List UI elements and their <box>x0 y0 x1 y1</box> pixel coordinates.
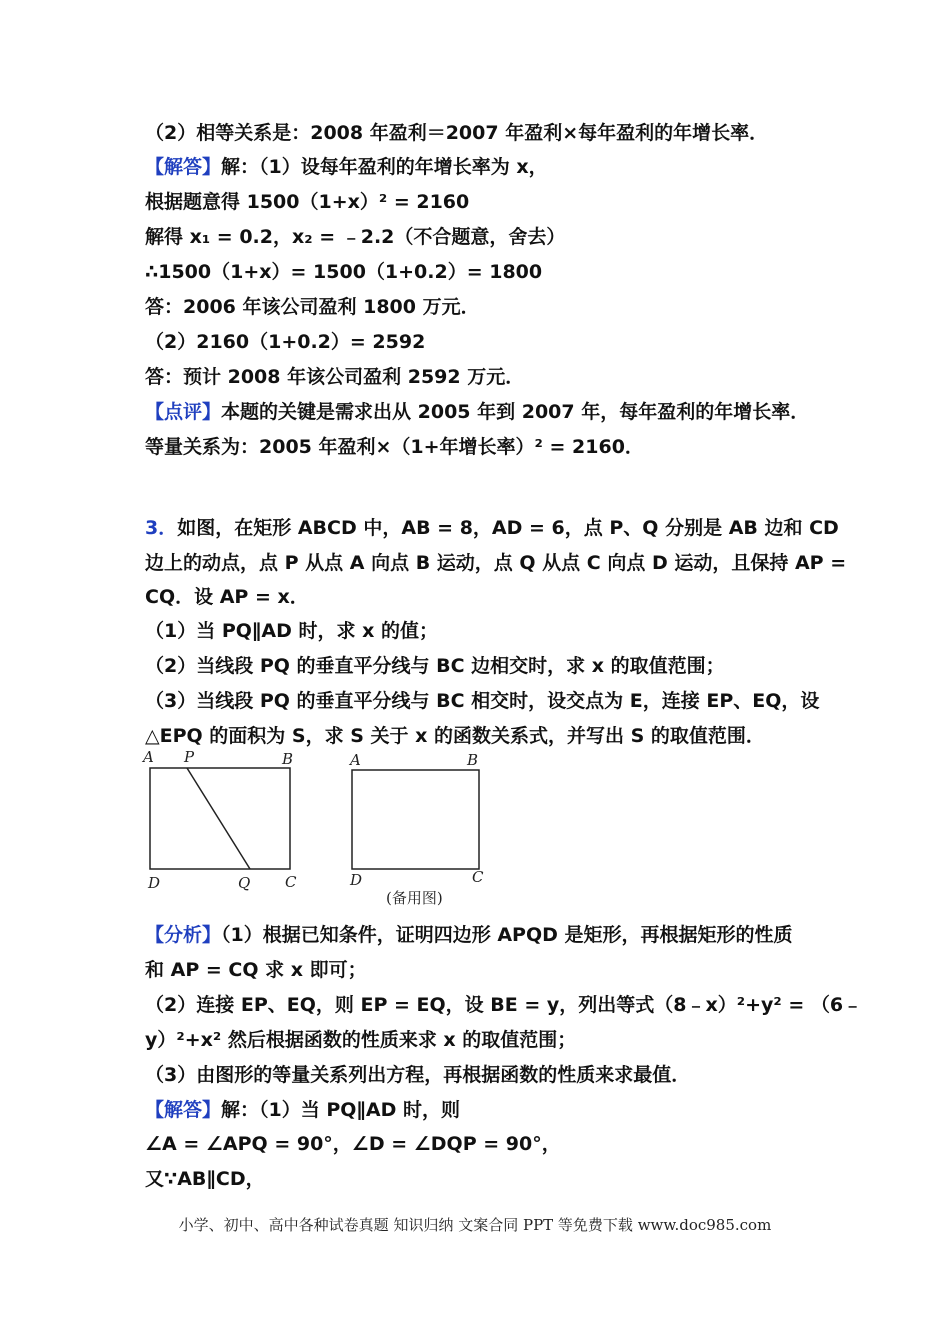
text-line <box>145 434 644 460</box>
text-line <box>145 1027 576 1053</box>
label-q: Q <box>238 874 251 892</box>
text-line <box>145 224 565 250</box>
text-line <box>145 154 548 180</box>
text-line <box>145 1097 460 1123</box>
line-text: 和 AP = CQ 求 x 即可； <box>145 959 367 981</box>
label-a: A <box>143 748 154 766</box>
figure-rectangle-pq <box>140 748 310 898</box>
text-line <box>145 329 425 355</box>
line-text: 答：预计 2008 年该公司盈利 2592 万元． <box>145 366 525 388</box>
line-text: 解：（1）当 PQ∥AD 时，则 <box>221 1099 461 1121</box>
line-text: 解：（1）设每年盈利的年增长率为 x， <box>221 156 548 178</box>
text-line <box>145 550 846 576</box>
text-line <box>145 618 438 644</box>
label-d: D <box>350 871 363 889</box>
label-p: P <box>184 748 195 766</box>
line-text: 如图，在矩形 ABCD 中，AB = 8，AD = 6，点 P、Q 分别是 AB 边和 CD <box>177 517 839 539</box>
text-line <box>145 584 309 610</box>
text-line <box>145 653 725 679</box>
text-line <box>145 399 809 425</box>
question-number: 3． <box>145 517 178 539</box>
figure-spare-rectangle <box>342 748 502 913</box>
line-text: （3）当线段 PQ 的垂直平分线与 BC 相交时，设交点为 E，连接 EP、EQ，设 <box>145 690 820 712</box>
text-line <box>145 259 542 285</box>
label-b: B <box>467 751 479 769</box>
label-b: B <box>282 750 294 768</box>
label-a: A <box>350 751 361 769</box>
text-line <box>145 1131 561 1157</box>
section-tag: 【点评】 <box>145 401 222 423</box>
label-d: D <box>148 874 161 892</box>
text-line <box>145 1062 690 1088</box>
line-text: CQ．设 AP = x． <box>145 586 309 608</box>
text-line <box>145 922 793 948</box>
text-line <box>145 515 839 541</box>
text-line <box>145 189 469 215</box>
section-tag: 【解答】 <box>145 156 222 178</box>
line-text: （2）相等关系是：2008 年盈利＝2007 年盈利×每年盈利的年增长率． <box>145 122 769 144</box>
line-text: ∠A = ∠APQ = 90°，∠D = ∠DQP = 90°， <box>145 1133 561 1155</box>
line-text: 等量关系为：2005 年盈利×（1+年增长率）² = 2160． <box>145 436 644 458</box>
line-text: 本题的关键是需求出从 2005 年到 2007 年，每年盈利的年增长率． <box>221 401 810 423</box>
line-text: （2）当线段 PQ 的垂直平分线与 BC 边相交时，求 x 的取值范围； <box>145 655 725 677</box>
line-text: 边上的动点，点 P 从点 A 向点 B 运动，点 Q 从点 C 向点 D 运动，且保持 AP = <box>145 552 847 574</box>
text-line <box>145 723 765 749</box>
line-text: ∴1500（1+x）= 1500（1+0.2）= 1800 <box>145 261 543 283</box>
text-line <box>145 120 768 146</box>
line-text: 又∵AB∥CD， <box>145 1168 265 1190</box>
text-line <box>145 364 524 390</box>
figure-caption: (备用图) <box>386 889 443 907</box>
line-text: （1）根据已知条件，证明四边形 APQD 是矩形，再根据矩形的性质 <box>221 924 793 946</box>
label-c: C <box>472 868 484 886</box>
section-tag: 【解答】 <box>145 1099 222 1121</box>
line-text: （1）当 PQ∥AD 时，求 x 的值； <box>145 620 438 642</box>
line-text: 解得 x₁ = 0.2，x₂ = ﹣2.2（不合题意，舍去） <box>145 226 566 248</box>
line-text: （2）连接 EP、EQ，则 EP = EQ，设 BE = y，列出等式（8﹣x）²+y² = （6﹣ <box>145 994 863 1016</box>
line-text: 根据题意得 1500（1+x）² = 2160 <box>145 191 470 213</box>
text-line <box>145 1166 265 1192</box>
line-text: （2）2160（1+0.2）= 2592 <box>145 331 426 353</box>
line-text: 答：2006 年该公司盈利 1800 万元． <box>145 296 480 318</box>
label-c: C <box>285 873 297 891</box>
text-line <box>145 294 480 320</box>
page-footer: 小学、初中、高中各种试卷真题 知识归纳 文案合同 PPT 等免费下载 www.doc985.com <box>178 1216 772 1234</box>
text-line <box>145 688 819 714</box>
section-tag: 【分析】 <box>145 924 222 946</box>
line-text: y）²+x² 然后根据函数的性质来求 x 的取值范围； <box>145 1029 577 1051</box>
text-line <box>145 992 862 1018</box>
line-text: △EPQ 的面积为 S，求 S 关于 x 的函数关系式，并写出 S 的取值范围． <box>145 725 765 747</box>
line-text: （3）由图形的等量关系列出方程，再根据函数的性质来求最值． <box>145 1064 691 1086</box>
text-line <box>145 957 367 983</box>
